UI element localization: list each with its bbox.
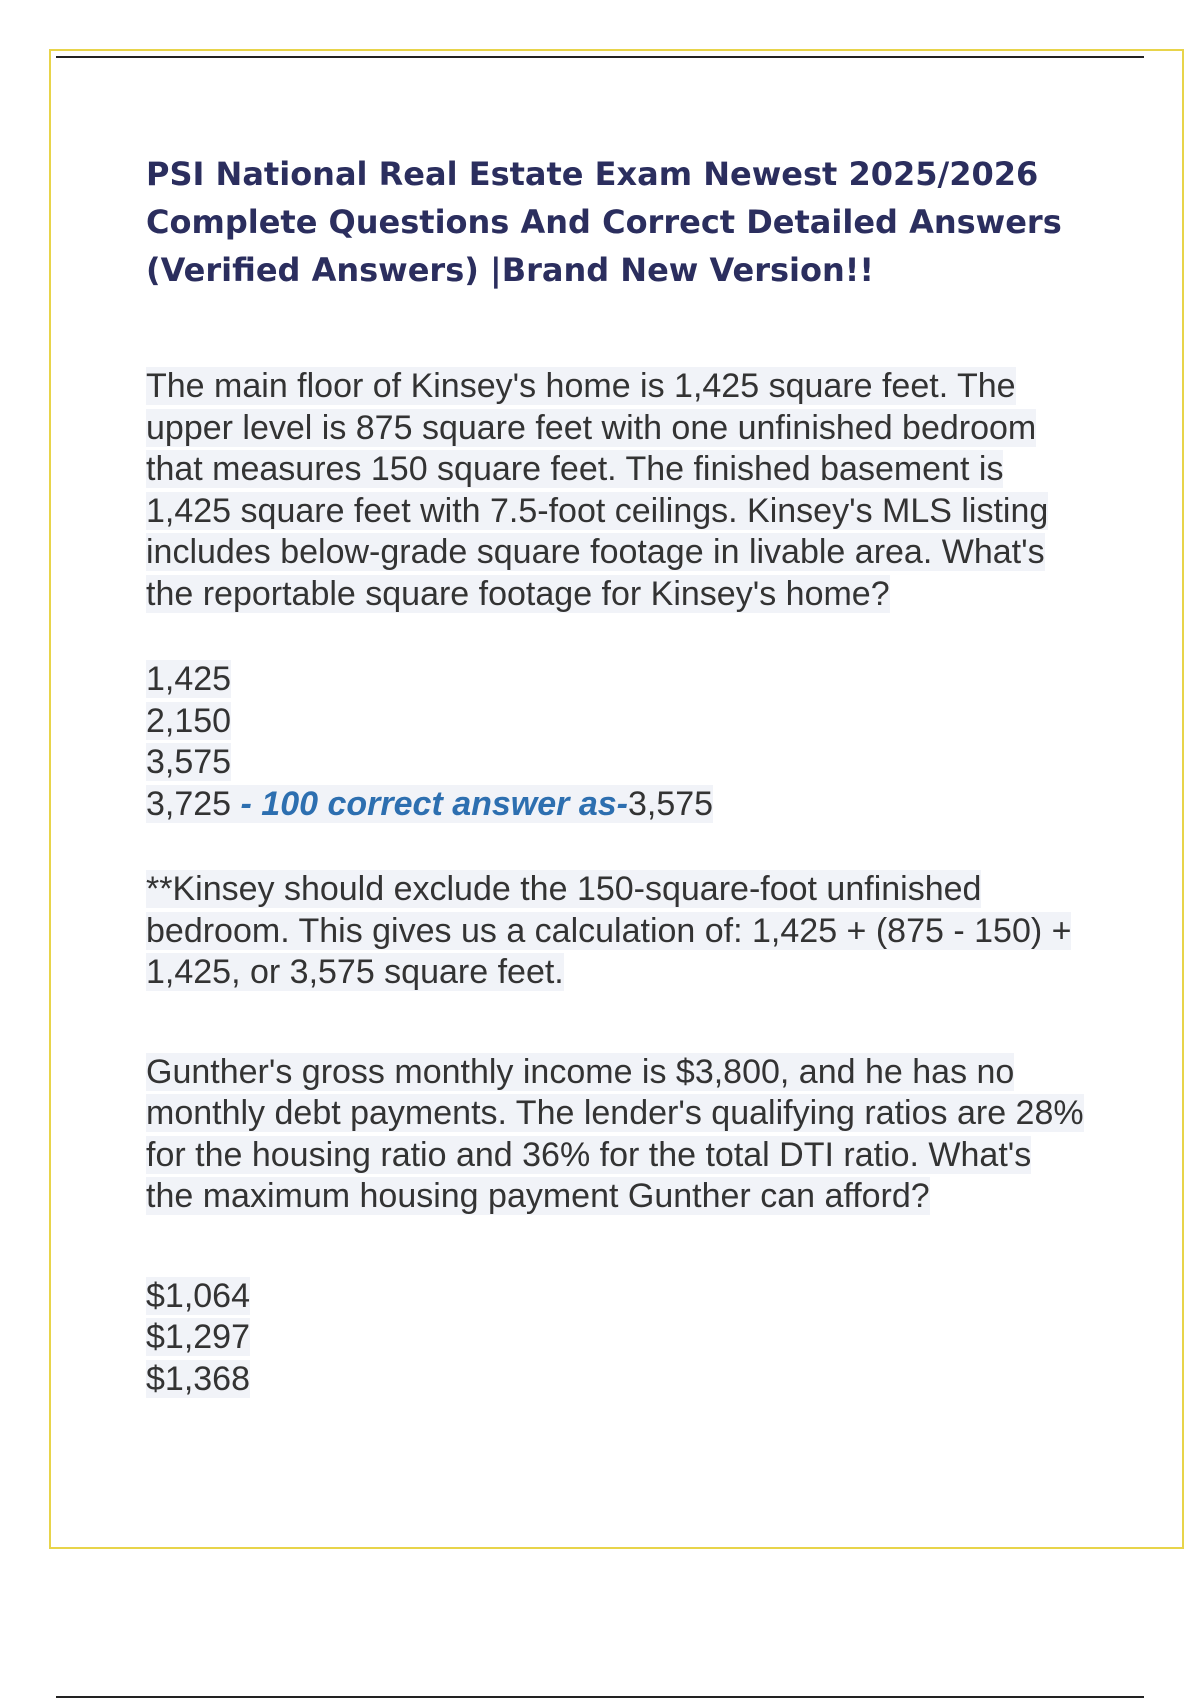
title-line: (Verified Answers) |Brand New Version!! [146,251,874,289]
option-item [146,742,1086,784]
question-1-options [146,659,1086,825]
question-2 [146,1052,1086,1218]
option-item [146,1317,1086,1359]
document-title [146,150,1086,294]
footer-rule [56,1696,1144,1698]
option-text: 1,425 [146,660,232,698]
option-item [146,659,1086,701]
question-1-explanation [146,869,1086,994]
answer-label: - 100 correct answer as- [231,784,628,823]
question-1-text: The main floor of Kinsey's home is 1,425 square feet. The upper level is 875 square feet with one unfinished bedroom that measures 150 square feet. The finished basement is 1,425 square feet with 7.5-foot ceilings. Kinsey's MLS listing includes below-grade square footage in livable area. What's the reportable square footage for Kinsey's home? [146,367,1049,613]
answer-line [146,785,713,823]
explanation-text: **Kinsey should exclude the 150-square-foot unfinished bedroom. This gives us a calculation of: 1,425 + (875 - 150) + 1,425, or 3,575 square feet. [146,870,1072,991]
option-text: 2,150 [146,701,232,740]
option-text: 3,725 [146,784,232,823]
option-item [146,701,1086,743]
option-item [146,1359,1086,1401]
option-text: $1,368 [146,1359,250,1398]
question-1 [146,366,1086,615]
option-item-with-answer [146,784,1086,826]
option-text: $1,297 [146,1318,250,1356]
option-item [146,1276,1086,1318]
option-text: 3,575 [146,743,232,781]
title-line: PSI National Real Estate Exam Newest 2025/2026 [146,155,1039,193]
question-2-options [146,1276,1086,1401]
page-content [146,150,1086,1400]
option-text: $1,064 [146,1276,250,1315]
title-line: Complete Questions And Correct Detailed Answers [146,203,1062,241]
answer-value: 3,575 [627,784,714,823]
question-2-text: Gunther's gross monthly income is $3,800, and he has no monthly debt payments. The lender's qualifying ratios are 28% for the housing ratio and 36% for the total DTI ratio. What's the maximum housing payment Gunther can afford? [146,1052,1084,1215]
